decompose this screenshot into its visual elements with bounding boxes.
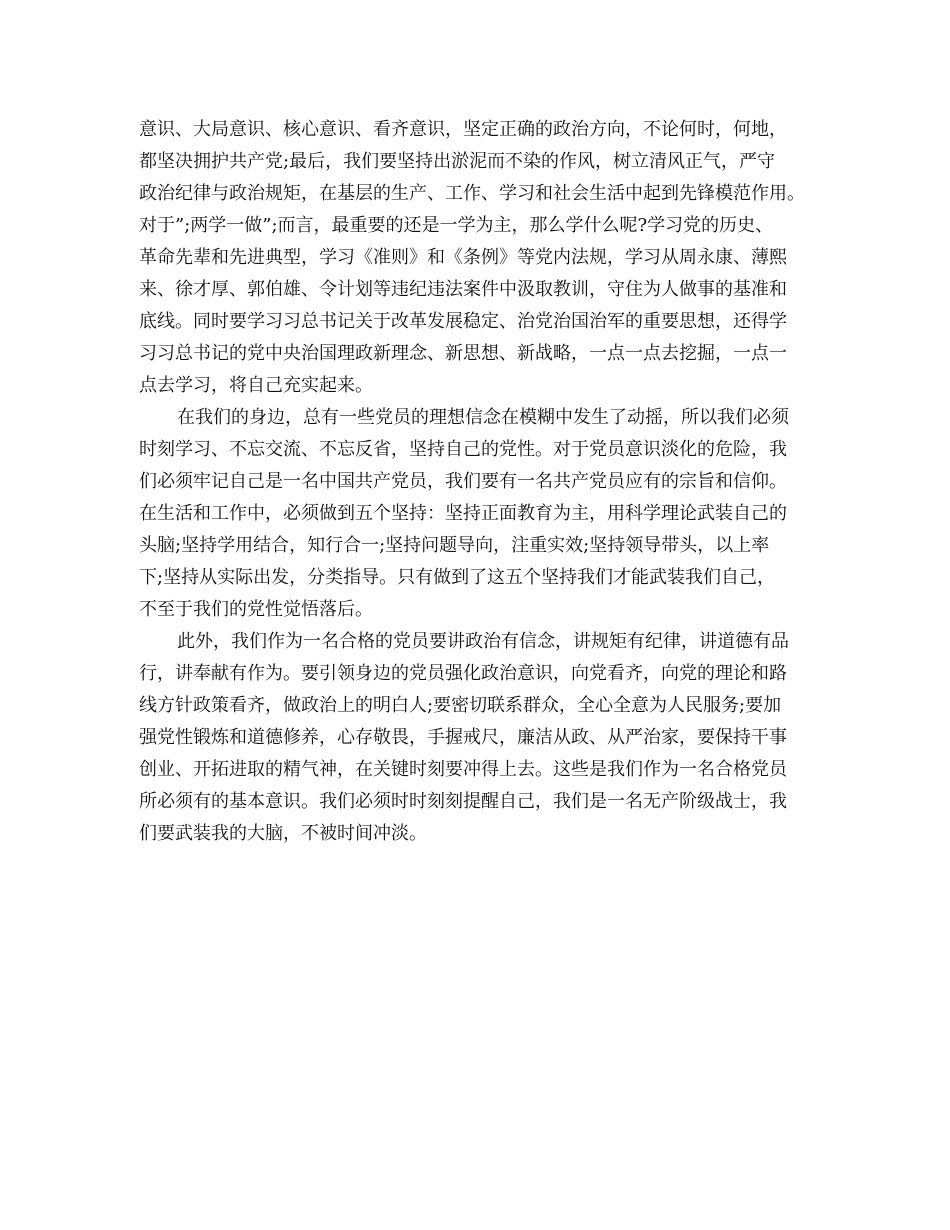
- paragraph-1: [139, 114, 839, 402]
- text-line: 时刻学习、不忘交流、不忘反省，坚持自己的党性。对于党员意识淡化的危险，我: [139, 439, 787, 460]
- text-line: 们要武装我的大脑，不被时间冲淡。: [139, 823, 427, 844]
- text-line: 所必须有的基本意识。我们必须时时刻刻提醒自己，我们是一名无产阶级战士，我: [139, 791, 787, 812]
- text-line: 在我们的身边，总有一些党员的理想信念在模糊中发生了动摇，所以我们必须: [177, 407, 789, 428]
- text-line: 线方针政策看齐，做政治上的明白人;要密切联系群众，全心全意为人民服务;要加: [139, 695, 782, 716]
- text-line: 行，讲奉献有作为。要引领身边的党员强化政治意识，向党看齐，向党的理论和路: [139, 663, 787, 684]
- text-line: 强党性锻炼和道德修养，心存敬畏，手握戒尺，廉洁从政、从严治家，要保持干事: [139, 727, 787, 748]
- text-line: 点去学习，将自己充实起来。: [139, 375, 373, 396]
- text-line: 在生活和工作中，必须做到五个坚持：坚持正面教育为主，用科学理论武装自己的: [139, 503, 787, 524]
- text-line: 来、徐才厚、郭伯雄、令计划等违纪违法案件中汲取教训，守住为人做事的基准和: [139, 279, 787, 300]
- text-line: 们必须牢记自己是一名中国共产党员，我们要有一名共产党员应有的宗旨和信仰。: [139, 471, 787, 492]
- text-line: 此外，我们作为一名合格的党员要讲政治有信念，讲规矩有纪律，讲道德有品: [177, 631, 789, 652]
- text-line: 对于”;两学一做”;而言，最重要的还是一学为主，那么学什么呢?学习党的历史、: [139, 215, 774, 236]
- text-line: 革命先辈和先进典型，学习《准则》和《条例》等党内法规，学习从周永康、薄熙: [139, 247, 787, 268]
- paragraph-2: [139, 402, 839, 626]
- text-line: 底线。同时要学习习总书记关于改革发展稳定、治党治国治军的重要思想，还得学: [139, 311, 787, 332]
- text-line: 不至于我们的党性觉悟落后。: [139, 599, 373, 620]
- text-line: 习习总书记的党中央治国理政新理念、新思想、新战略，一点一点去挖掘，一点一: [139, 343, 787, 364]
- text-line: 意识、大局意识、核心意识、看齐意识，坚定正确的政治方向，不论何时，何地，: [139, 119, 787, 140]
- text-line: 创业、开拓进取的精气神，在关键时刻要冲得上去。这些是我们作为一名合格党员: [139, 759, 787, 780]
- document-body: [139, 114, 839, 850]
- text-line: 头脑;坚持学用结合，知行合一;坚持问题导向，注重实效;坚持领导带头，以上率: [139, 535, 770, 556]
- text-line: 政治纪律与政治规矩，在基层的生产、工作、学习和社会生活中起到先锋模范作用。: [139, 183, 805, 204]
- paragraph-3: [139, 626, 839, 850]
- text-line: 下;坚持从实际出发，分类指导。只有做到了这五个坚持我们才能武装我们自己，: [139, 567, 776, 588]
- text-line: 都坚决拥护共产党;最后，我们要坚持出淤泥而不染的作风，树立清风正气，严守: [139, 151, 776, 172]
